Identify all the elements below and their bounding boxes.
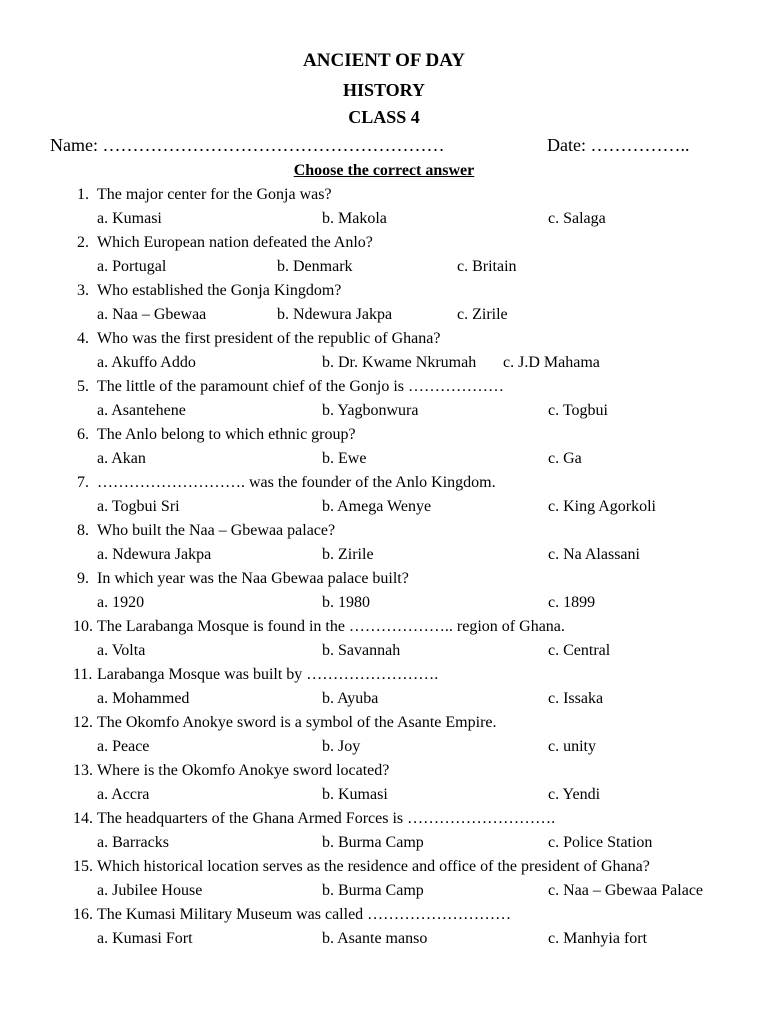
option-b: b. Joy [322,738,361,755]
option-a: a. Asantehene [97,402,186,419]
worksheet-title: ANCIENT OF DAY [303,50,465,71]
question-text: The headquarters of the Ghana Armed Forces is ………………………. [97,810,556,827]
question-number: 7. [77,474,89,491]
question-number: 11. [73,666,93,683]
option-b: b. Dr. Kwame Nkrumah [322,354,477,371]
option-c: c. Issaka [548,690,604,707]
option-c: c. Police Station [548,834,653,851]
options-line [0,495,768,519]
question-text: The major center for the Gonja was? [97,186,332,203]
name-date-row [50,134,730,156]
question-text: The Anlo belong to which ethnic group? [97,426,356,443]
question-line [0,855,768,879]
options-line [0,879,768,903]
option-a: a. Kumasi [97,210,162,227]
question-item [0,375,768,423]
options-line [0,927,768,951]
question-line [0,279,768,303]
options-line [0,255,768,279]
options-line [0,543,768,567]
options-line [0,687,768,711]
option-a: a. Peace [97,738,150,755]
option-a: a. 1920 [97,594,145,611]
question-number: 14. [73,810,93,827]
question-text: Who built the Naa – Gbewaa palace? [97,522,336,539]
question-number: 13. [73,762,93,779]
option-a: a. Volta [97,642,146,659]
question-number: 6. [77,426,89,443]
option-c: c. unity [548,738,596,755]
options-line [0,207,768,231]
option-a: a. Mohammed [97,690,190,707]
option-a: a. Akuffo Addo [97,354,196,371]
question-text: The Kumasi Military Museum was called ……………………… [97,906,512,923]
question-item [0,423,768,471]
question-line [0,423,768,447]
options-line [0,303,768,327]
question-item [0,807,768,855]
question-line [0,615,768,639]
question-item [0,759,768,807]
question-item [0,231,768,279]
options-line [0,831,768,855]
question-item [0,183,768,231]
question-number: 16. [73,906,93,923]
option-c: c. Britain [457,258,517,275]
option-b: b. Zirile [322,546,374,563]
question-item [0,663,768,711]
option-b: b. Burma Camp [322,882,424,899]
question-text: In which year was the Naa Gbewaa palace built? [97,570,409,587]
option-c: c. Yendi [548,786,601,803]
date-field: Date: …………….. [547,135,690,155]
question-text: The Larabanga Mosque is found in the ……………….. region of Ghana. [97,618,565,635]
option-c: c. Manhyia fort [548,930,648,947]
question-item [0,519,768,567]
question-text: Larabanga Mosque was built by ……………………. [97,666,439,683]
option-a: a. Jubilee House [97,882,203,899]
question-number: 2. [77,234,89,251]
option-a: a. Kumasi Fort [97,930,193,947]
option-c: c. Togbui [548,402,608,419]
options-line [0,447,768,471]
option-b: b. Ndewura Jakpa [277,306,393,323]
option-a: a. Naa – Gbewaa [97,306,207,323]
option-c: c. 1899 [548,594,596,611]
question-line [0,471,768,495]
option-b: b. Makola [322,210,387,227]
question-item [0,615,768,663]
question-line [0,711,768,735]
question-item [0,471,768,519]
question-line [0,663,768,687]
option-a: a. Ndewura Jakpa [97,546,212,563]
option-b: b. Amega Wenye [322,498,432,515]
option-a: a. Accra [97,786,150,803]
question-list [0,183,768,951]
options-line [0,591,768,615]
option-c: c. Zirile [457,306,508,323]
question-text: Which historical location serves as the residence and office of the president of Ghana? [97,858,650,875]
option-b: b. Denmark [277,258,353,275]
question-number: 4. [77,330,89,347]
question-line [0,519,768,543]
option-c: c. J.D Mahama [503,354,600,371]
question-text: Which European nation defeated the Anlo? [97,234,373,251]
options-line [0,639,768,663]
question-number: 10. [73,618,93,635]
question-number: 3. [77,282,89,299]
option-b: b. Savannah [322,642,401,659]
option-a: a. Portugal [97,258,167,275]
options-line [0,399,768,423]
option-c: c. Ga [548,450,582,467]
question-text: ………………………. was the founder of the Anlo Kingdom. [97,474,496,491]
question-number: 8. [77,522,89,539]
option-c: c. Central [548,642,611,659]
options-line [0,783,768,807]
question-number: 1. [77,186,89,203]
name-field: Name: ………………………………………………… [50,135,445,155]
question-text: The Okomfo Anokye sword is a symbol of the Asante Empire. [97,714,497,731]
question-text: Who was the first president of the republic of Ghana? [97,330,441,347]
question-number: 12. [73,714,93,731]
class-heading: CLASS 4 [348,107,420,127]
question-item [0,327,768,375]
question-item [0,903,768,951]
question-item [0,279,768,327]
question-line [0,231,768,255]
option-b: b. Burma Camp [322,834,424,851]
question-line [0,375,768,399]
option-c: c. Naa – Gbewaa Palace [548,882,704,899]
question-line [0,183,768,207]
option-a: a. Akan [97,450,146,467]
question-number: 15. [73,858,93,875]
option-b: b. Ayuba [322,690,379,707]
option-a: a. Barracks [97,834,169,851]
question-text: Who established the Gonja Kingdom? [97,282,342,299]
question-line [0,903,768,927]
question-number: 9. [77,570,89,587]
question-text: The little of the paramount chief of the Gonjo is ……………… [97,378,505,395]
question-item [0,855,768,903]
option-a: a. Togbui Sri [97,498,180,515]
option-b: b. Yagbonwura [322,402,419,419]
option-c: c. Na Alassani [548,546,640,563]
instruction-heading: Choose the correct answer [293,162,475,179]
option-c: c. King Agorkoli [548,498,656,515]
question-item [0,711,768,759]
question-text: Where is the Okomfo Anokye sword located? [97,762,390,779]
option-b: b. Ewe [322,450,367,467]
subject-heading: HISTORY [342,80,426,100]
question-number: 5. [77,378,89,395]
question-line [0,327,768,351]
option-b: b. Asante manso [322,930,428,947]
option-b: b. Kumasi [322,786,388,803]
options-line [0,351,768,375]
question-line [0,567,768,591]
question-line [0,759,768,783]
option-c: c. Salaga [548,210,606,227]
options-line [0,735,768,759]
question-line [0,807,768,831]
option-b: b. 1980 [322,594,370,611]
question-item [0,567,768,615]
